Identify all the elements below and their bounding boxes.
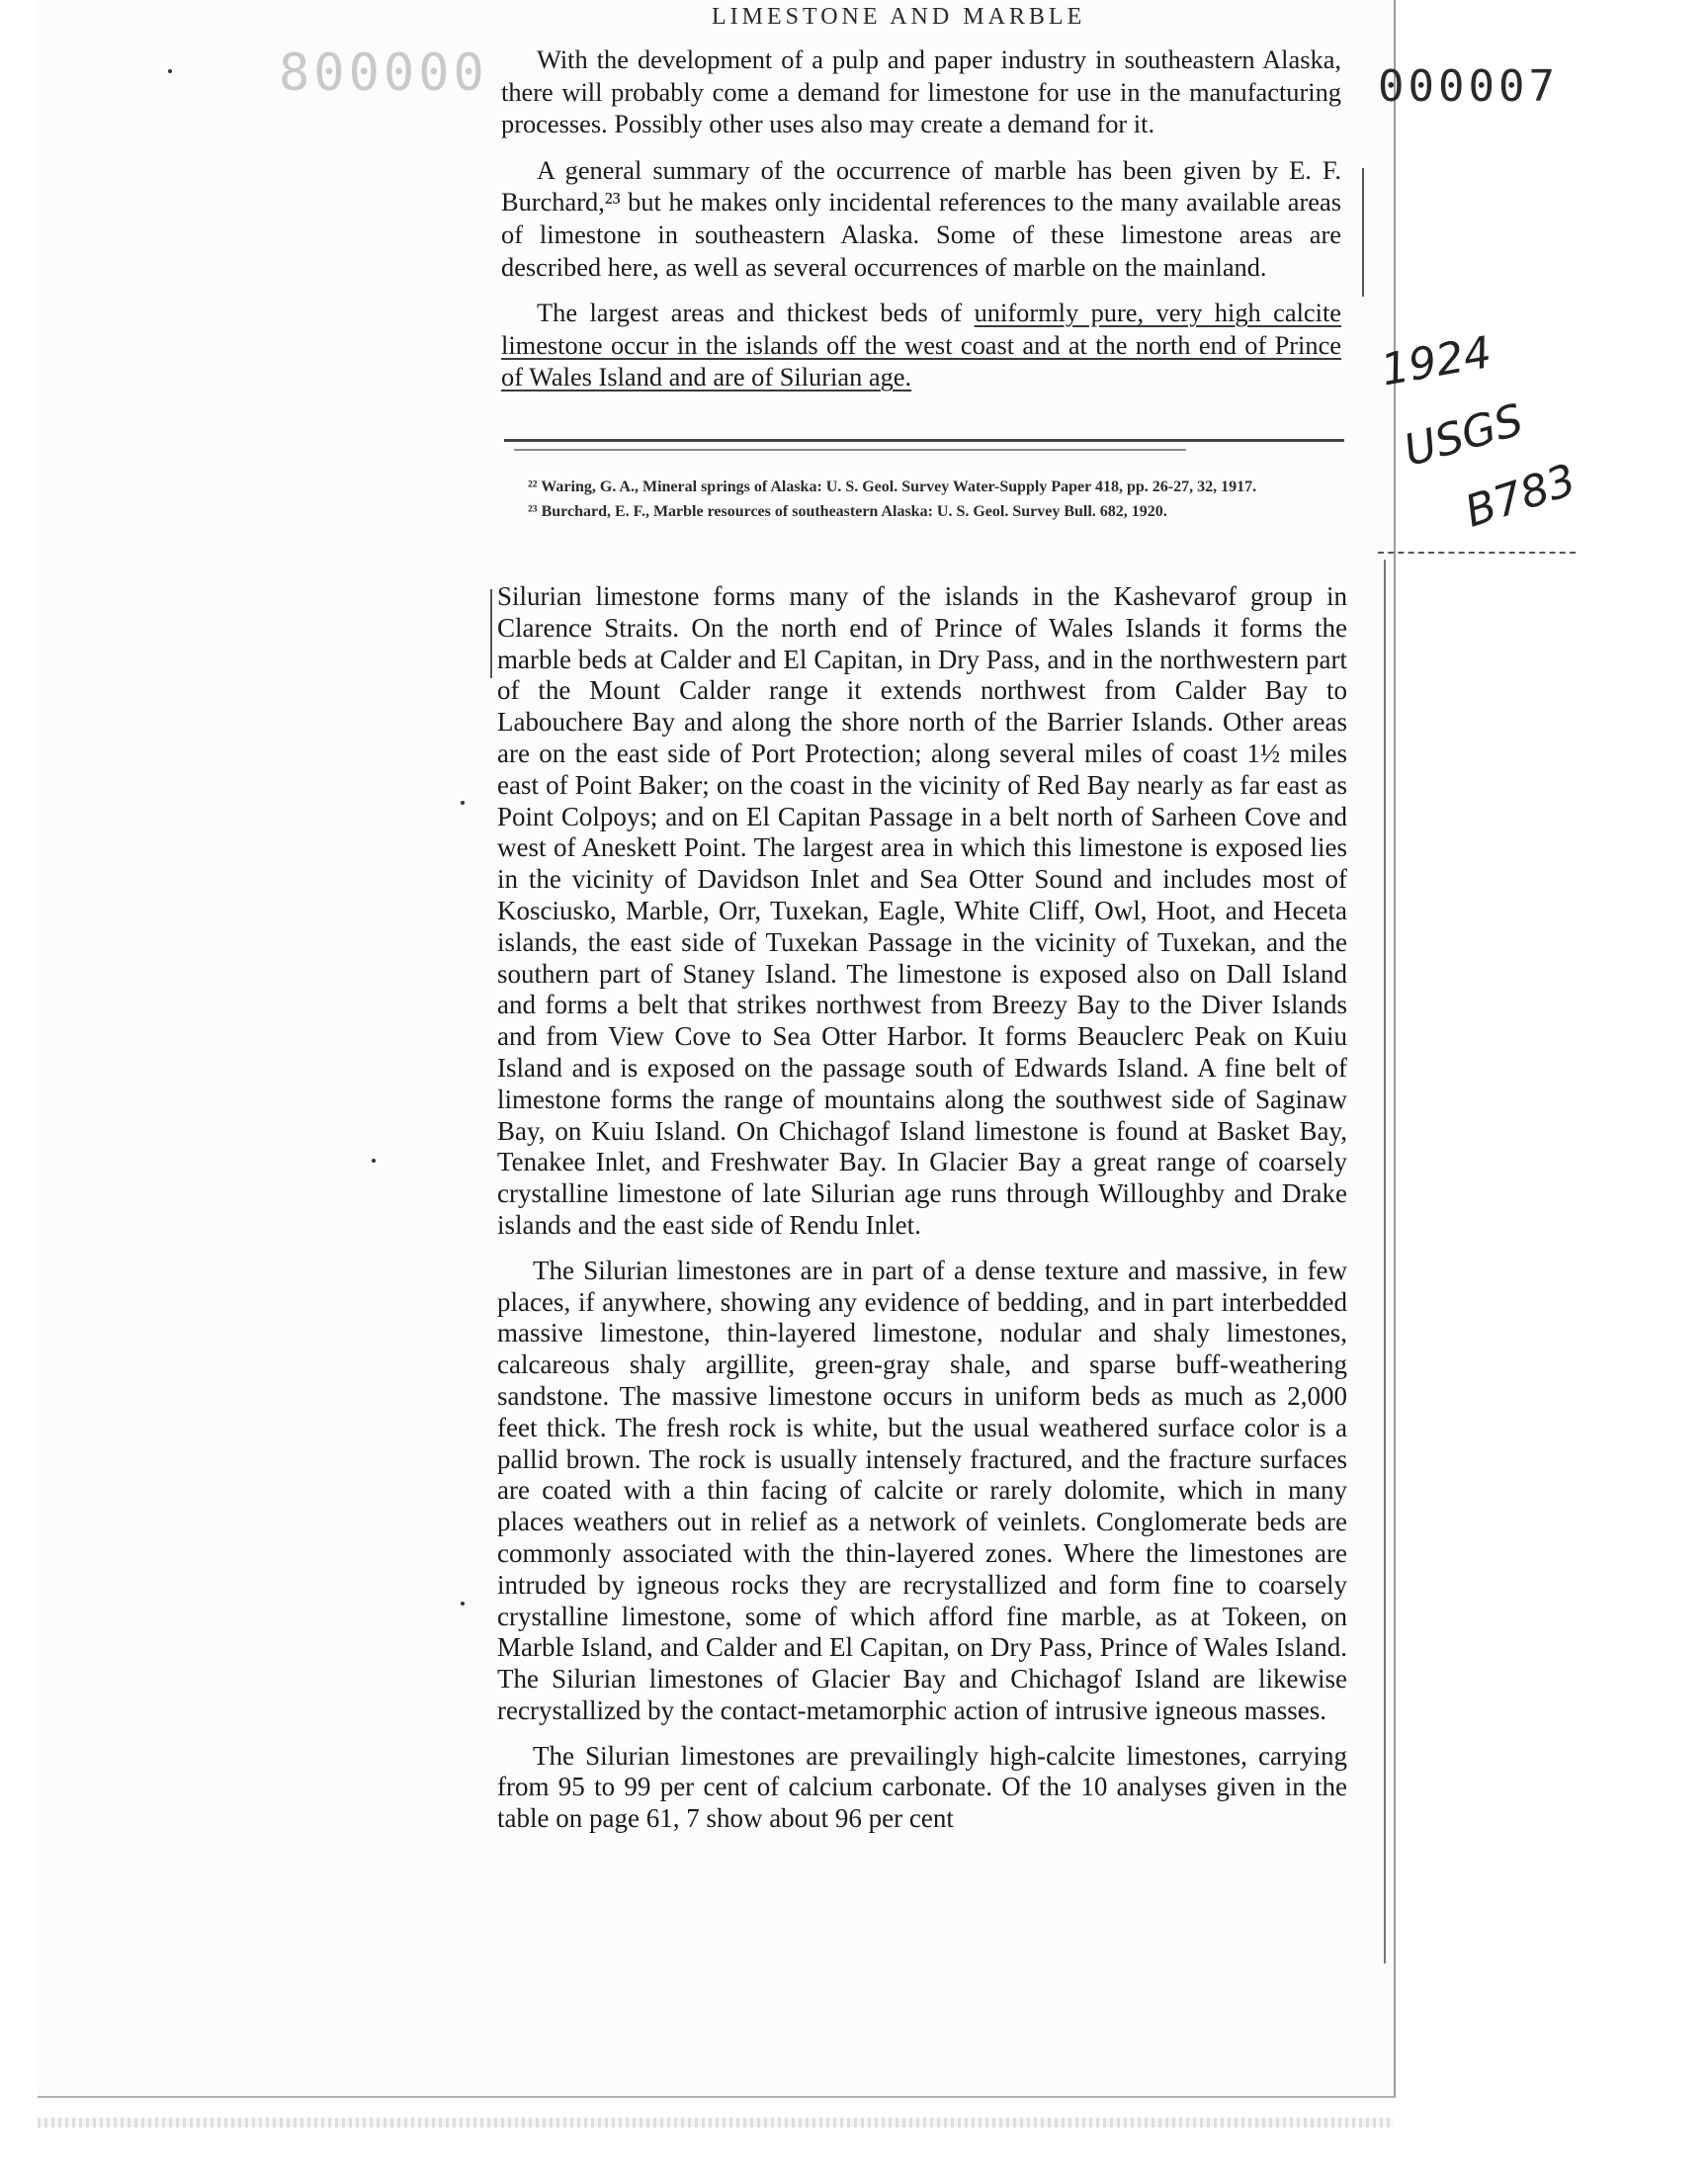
paragraph-lead: The largest areas and thickest beds of bbox=[537, 298, 975, 328]
underlined-passage: uniformly pure, very high calcite limestone occur in the islands off the west coast and at the north end of Prince of Wales Island and are of Silurian age. bbox=[501, 298, 1342, 392]
handwritten-bulletin-id: B783 bbox=[1459, 454, 1582, 538]
footnote-rule bbox=[504, 439, 1344, 442]
handwritten-agency: USGS bbox=[1398, 394, 1529, 478]
margin-bar-bottom-right bbox=[1384, 560, 1386, 1963]
scan-speck bbox=[168, 69, 172, 73]
scan-speck bbox=[461, 1602, 465, 1606]
running-head: LIMESTONE AND MARBLE bbox=[712, 4, 1086, 30]
footnotes bbox=[514, 475, 1344, 524]
paragraph-underlined bbox=[501, 297, 1341, 393]
bates-number-faded: 800000 bbox=[279, 44, 488, 103]
margin-bar-top-right bbox=[1362, 168, 1364, 297]
margin-bar-bottom-left bbox=[490, 589, 492, 678]
scan-speck bbox=[372, 1159, 376, 1163]
clipping-edge-dash bbox=[1378, 552, 1576, 554]
bates-number: 000007 bbox=[1378, 61, 1559, 112]
paragraph: A general summary of the occurrence of marble has been given by E. F. Burchard,²³ but he makes only incidental references to the many available areas of limestone in southeastern Alaska. Some of these limestone areas are described here, as well as several occurrences of marble on the mainland. bbox=[501, 154, 1341, 282]
footnote: ²² Waring, G. A., Mineral springs of Alaska: U. S. Geol. Survey Water-Supply Paper 418, pp. 26-27, 32, 1917. bbox=[528, 478, 1257, 495]
paragraph: The Silurian limestones are prevailingly high-calcite limestones, carrying from 95 to 99 per cent of calcium carbonate. Of the 10 analyses given in the table on page 61, 7 show about 96 per cent bbox=[497, 1740, 1347, 1834]
footnote-rule-thin bbox=[514, 449, 1186, 451]
top-column bbox=[501, 44, 1341, 407]
bottom-column bbox=[497, 581, 1347, 1849]
footnote: ²³ Burchard, E. F., Marble resources of southeastern Alaska: U. S. Geol. Survey Bull. 682, 1920. bbox=[528, 503, 1167, 520]
paragraph: With the development of a pulp and paper industry in southeastern Alaska, there will probably come a demand for limestone for use in the manufacturing processes. Possibly other uses also may create a demand for it. bbox=[501, 44, 1341, 139]
paragraph: The Silurian limestones are in part of a dense texture and massive, in few places, if anywhere, showing any evidence of bedding, and in part interbedded massive limestone, thin-layered limestone, nodular and shaly limestones, calcareous shaly argillite, green-gray shale, and sparse buff-weathering sandstone. The massive limestone occurs in uniform beds as much as 2,000 feet thick. The fresh rock is white, but the usual weathered surface color is a pallid brown. The rock is usually intensely fractured, and the fracture surfaces are coated with a thin facing of calcite or rarely dolomite, which in many places weathers out in relief as a network of veinlets. Conglomerate beds are commonly associated with the thin-layered zones. Where the limestones are intruded by igneous rocks they are recrystallized and form fine to coarsely crystalline limestone, some of which afford fine marble, as at Tokeen, on Marble Island, and Calder and El Capitan, on Dry Pass, Prince of Wales Island. The Silurian limestones of Glacier Bay and Chichagof Island are likewise recrystallized by the contact-metamorphic action of intrusive igneous masses. bbox=[497, 1255, 1347, 1725]
paragraph: Silurian limestone forms many of the islands in the Kashevarof group in Clarence Straits. On the north end of Prince of Wales Islands it forms the marble beds at Calder and El Capitan, in Dry Pass, and in the northwestern part of the Mount Calder range it extends northwest from Calder Bay to Labouchere Bay and along the shore north of the Barrier Islands. Other areas are on the east side of Port Protection; along several miles of coast 1½ miles east of Point Baker; on the coast in the vicinity of Red Bay nearly as far east as Point Colpoys; and on El Capitan Passage in a belt north of Sarheen Cove and west of Aneskett Point. The largest area in which this limestone is exposed lies in the vicinity of Davidson Inlet and Sea Otter Sound and includes most of Kosciusko, Marble, Orr, Tuxekan, Eagle, White Cliff, Owl, Hoot, and Heceta islands, the east side of Tuxekan Passage in the vicinity of Tuxekan, and the southern part of Staney Island. The limestone is exposed also on Dall Island and forms a belt that strikes northwest from Breezy Bay to the Diver Islands and from View Cove to Sea Otter Harbor. It forms Beauclerc Peak on Kuiu Island and is exposed on the passage south of Edwards Island. A fine belt of limestone forms the range of mountains along the southwest side of Saginaw Bay, on Kuiu Island. On Chichagof Island limestone is found at Basket Bay, Tenakee Inlet, and Freshwater Bay. In Glacier Bay a great range of coarsely crystalline limestone of late Silurian age runs through Willoughby and Drake islands and the east side of Rendu Inlet. bbox=[497, 581, 1347, 1240]
scan-speck bbox=[461, 801, 465, 805]
handwritten-year: 1924 bbox=[1377, 326, 1495, 396]
scan-edge-band bbox=[38, 2118, 1394, 2128]
